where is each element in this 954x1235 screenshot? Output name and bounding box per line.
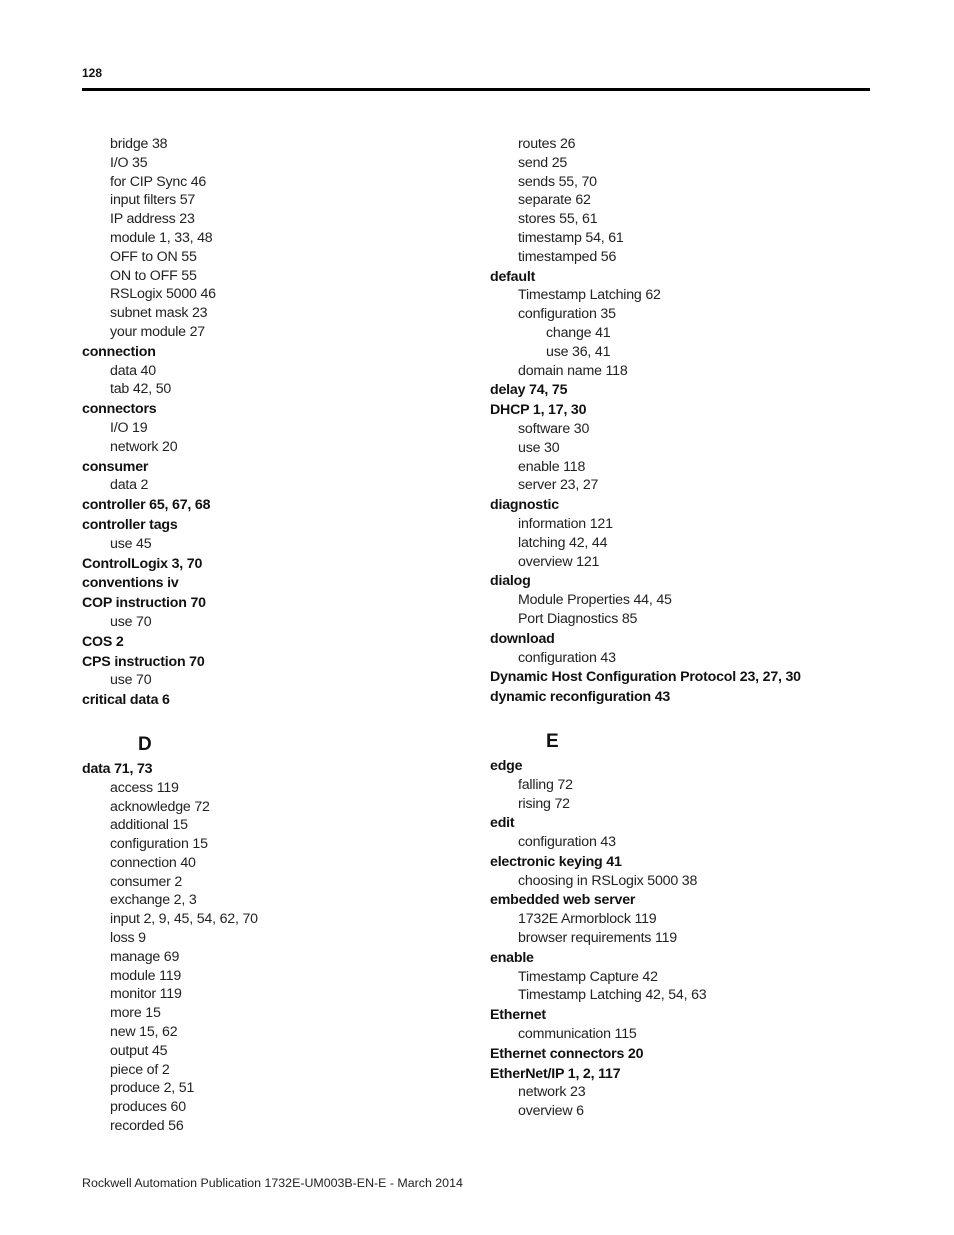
index-subentry: separate 62 [518, 192, 591, 209]
index-subentry: tab 42, 50 [110, 381, 172, 398]
index-subentry: additional 15 [110, 817, 188, 834]
footer-publication: Rockwell Automation Publication 1732E-UM003B-EN-E - March 2014 [82, 1176, 463, 1190]
index-main-entry: ControlLogix 3, 70 [82, 555, 203, 572]
index-subentry: monitor 119 [110, 986, 182, 1003]
index-subentry: send 25 [518, 154, 568, 171]
index-subentry: access 119 [110, 779, 179, 796]
index-subentry: more 15 [110, 1005, 161, 1022]
index-subentry: communication 115 [518, 1026, 637, 1043]
index-subentry: timestamp 54, 61 [518, 229, 624, 246]
index-subentry: browser requirements 119 [518, 930, 677, 947]
index-subentry: choosing in RSLogix 5000 38 [518, 872, 698, 889]
index-main-entry: embedded web server [490, 892, 636, 909]
index-subentry: 1732E Armorblock 119 [518, 911, 657, 928]
index-main-entry: Dynamic Host Configuration Protocol 23, 27, 30 [490, 669, 801, 686]
index-main-entry: download [490, 630, 555, 647]
index-main-entry: controller 65, 67, 68 [82, 497, 211, 514]
index-subentry: bridge 38 [110, 136, 168, 152]
index-sub-subentry: change 41 [546, 324, 611, 341]
index-subentry: data 40 [110, 362, 156, 379]
index-subentry: domain name 118 [518, 362, 628, 379]
index-main-entry: critical data 6 [82, 692, 170, 709]
index-main-entry: conventions iv [82, 575, 179, 592]
index-subentry: ON to OFF 55 [110, 267, 197, 284]
index-subentry: use 30 [518, 439, 560, 456]
index-subentry: module 1, 33, 48 [110, 229, 213, 246]
index-subentry: falling 72 [518, 776, 573, 793]
index-main-entry: electronic keying 41 [490, 853, 622, 870]
index-main-entry: edit [490, 815, 515, 832]
index-subentry: new 15, 62 [110, 1024, 178, 1041]
index-main-entry: enable [490, 949, 534, 966]
index-subentry: output 45 [110, 1042, 168, 1059]
index-main-entry: dynamic reconfiguration 43 [490, 689, 671, 706]
index-subentry: latching 42, 44 [518, 534, 608, 551]
index-subentry: Timestamp Latching 62 [518, 287, 661, 304]
index-subentry: module 119 [110, 967, 182, 984]
index-subentry: use 70 [110, 672, 152, 689]
index-subentry: piece of 2 [110, 1061, 170, 1078]
index-subentry: network 20 [110, 438, 178, 455]
index-subentry: consumer 2 [110, 873, 183, 890]
index-main-entry: DHCP 1, 17, 30 [490, 402, 587, 419]
index-main-entry: edge [490, 757, 523, 774]
index-subentry: stores 55, 61 [518, 211, 598, 228]
index-main-entry: delay 74, 75 [490, 382, 568, 399]
index-section-letter: E [546, 730, 559, 752]
index-subentry: IP address 23 [110, 211, 195, 228]
index-subentry: data 2 [110, 477, 149, 494]
index-subentry: produces 60 [110, 1099, 186, 1116]
index-main-entry: connectors [82, 401, 157, 418]
index-subentry: OFF to ON 55 [110, 248, 197, 265]
index-main-entry: default [490, 268, 536, 285]
index-main-entry: Ethernet [490, 1007, 546, 1024]
index-main-entry: dialog [490, 573, 531, 590]
index-column-right [490, 135, 870, 1121]
index-subentry: network 23 [518, 1084, 586, 1101]
index-subentry: information 121 [518, 515, 613, 532]
index-subentry: software 30 [518, 420, 590, 437]
index-subentry: sends 55, 70 [518, 173, 597, 190]
page-number: 128 [82, 66, 103, 80]
index-section-letter: D [138, 733, 152, 755]
index-main-entry: CPS instruction 70 [82, 653, 205, 670]
index-subentry: configuration 35 [518, 306, 616, 323]
index-main-entry: Ethernet connectors 20 [490, 1045, 644, 1062]
index-subentry: for CIP Sync 46 [110, 173, 207, 190]
index-subentry: I/O 35 [110, 154, 148, 171]
index-main-entry: consumer [82, 458, 149, 475]
index-subentry: routes 26 [518, 136, 576, 152]
index-subentry: loss 9 [110, 930, 146, 947]
index-subentry: your module 27 [110, 323, 205, 340]
index-main-entry: data 71, 73 [82, 760, 153, 777]
index-subentry: timestamped 56 [518, 248, 617, 265]
index-subentry: produce 2, 51 [110, 1080, 195, 1097]
index-main-entry: connection [82, 343, 156, 360]
index-subentry: Timestamp Capture 42 [518, 968, 658, 985]
index-subentry: I/O 19 [110, 419, 148, 436]
index-subentry: Timestamp Latching 42, 54, 63 [518, 987, 707, 1004]
index-subentry: configuration 43 [518, 834, 616, 851]
index-subentry: server 23, 27 [518, 477, 599, 494]
index-subentry: subnet mask 23 [110, 305, 208, 322]
index-subentry: overview 6 [518, 1103, 584, 1120]
index-sub-subentry: use 36, 41 [546, 343, 611, 360]
index-subentry: configuration 15 [110, 836, 208, 853]
header-rule [82, 88, 870, 91]
index-subentry: exchange 2, 3 [110, 892, 197, 909]
index-column-left [82, 135, 462, 1136]
index-subentry: Port Diagnostics 85 [518, 610, 638, 627]
index-main-entry: COP instruction 70 [82, 595, 206, 612]
index-subentry: RSLogix 5000 46 [110, 286, 216, 303]
index-subentry: rising 72 [518, 795, 570, 812]
index-subentry: manage 69 [110, 948, 180, 965]
index-subentry: use 45 [110, 535, 152, 552]
index-subentry: overview 121 [518, 553, 600, 570]
index-subentry: input 2, 9, 45, 54, 62, 70 [110, 911, 258, 928]
index-main-entry: COS 2 [82, 633, 124, 650]
index-subentry: recorded 56 [110, 1118, 184, 1135]
index-subentry: connection 40 [110, 854, 196, 871]
index-subentry: input filters 57 [110, 192, 196, 209]
index-subentry: use 70 [110, 613, 152, 630]
index-subentry: enable 118 [518, 458, 586, 475]
index-main-entry: EtherNet/IP 1, 2, 117 [490, 1065, 621, 1082]
index-subentry: Module Properties 44, 45 [518, 592, 672, 609]
index-main-entry: controller tags [82, 516, 178, 533]
index-main-entry: diagnostic [490, 497, 559, 514]
index-subentry: acknowledge 72 [110, 798, 210, 815]
index-subentry: configuration 43 [518, 649, 616, 666]
